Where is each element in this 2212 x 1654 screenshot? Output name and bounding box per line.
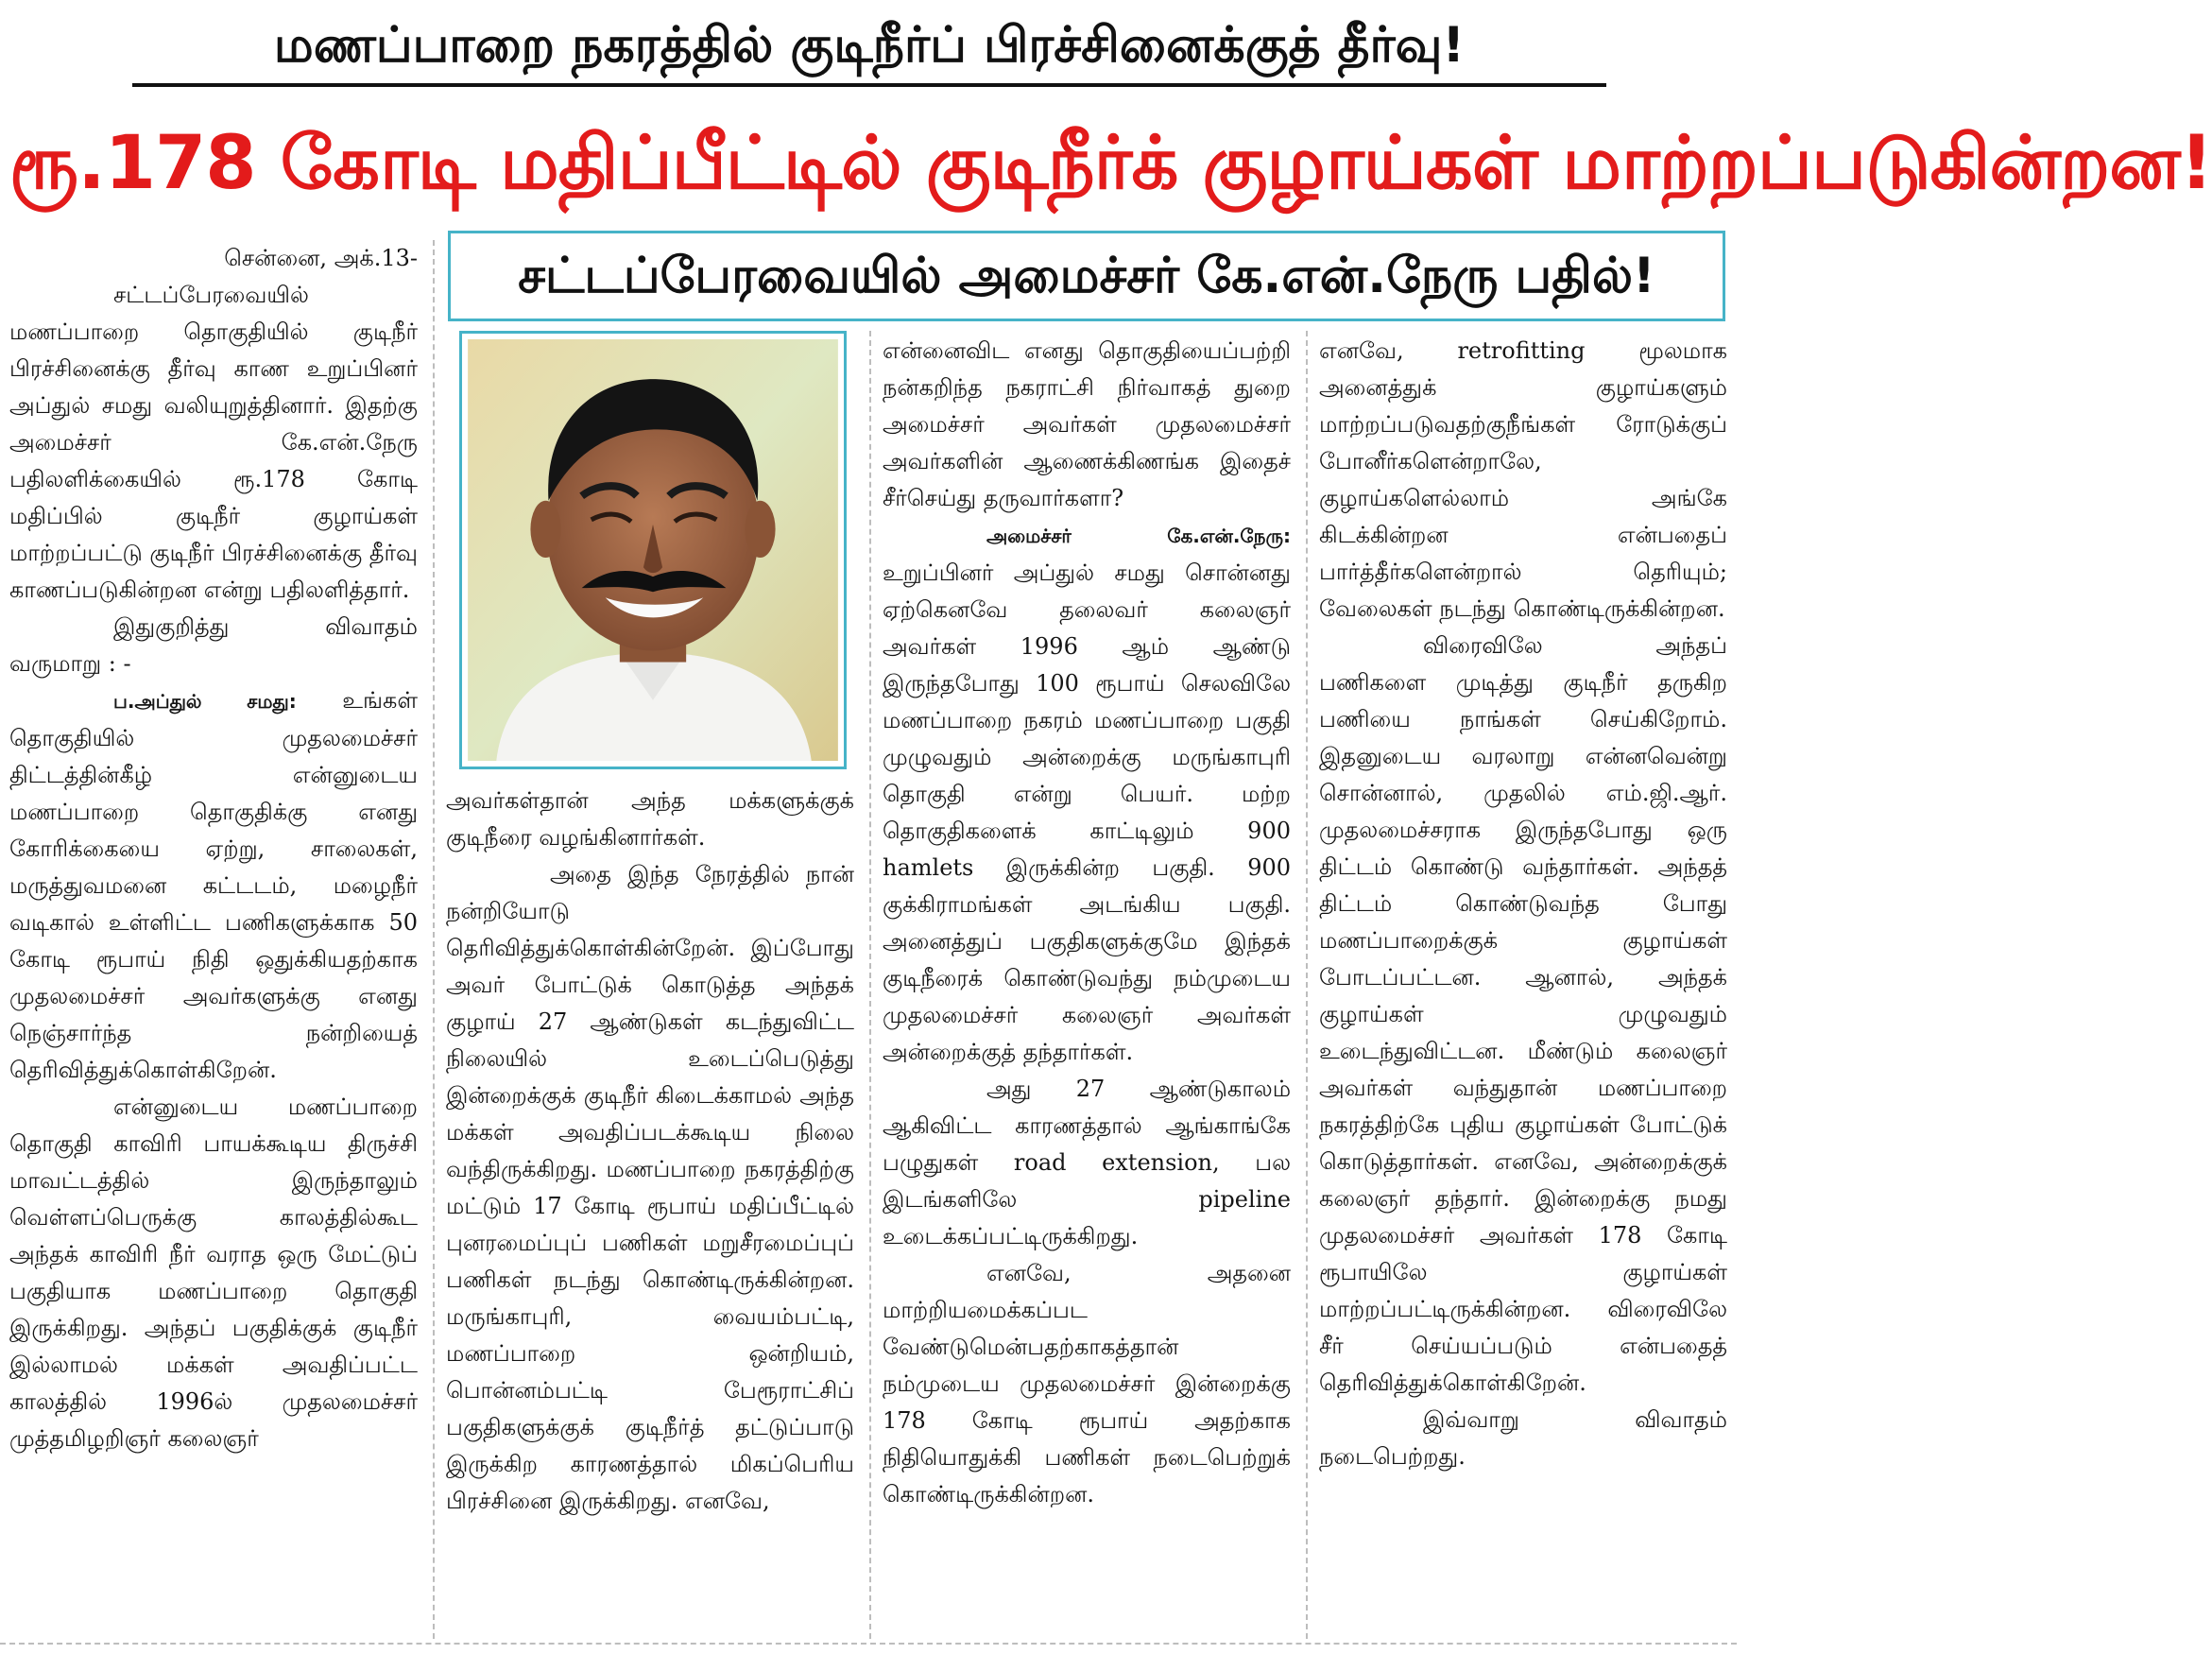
paragraph: என்னைவிட எனது தொகுதியைப்பற்றி நன்கறிந்த நகராட்சி நிர்வாகத் துறை அமைச்சர் அவர்கள் முதலமைச்சர் அவர்களின் ஆணைக்கிணங்க இதைச் சீர்செய்து தருவார்களா?: [883, 337, 1291, 511]
paragraph: விரைவிலே அந்தப் பணிகளை முடித்து குடிநீர் தருகிற பணியை நாங்கள் செய்கிறோம். இதனுடைய வரலாறு என்னவென்று சொன்னால், முதலில் எம்.ஜி.ஆர். முதலமைச்சராக இருந்தபோது ஒரு திட்டம் கொண்டு வந்தார்கள். அந்தத் திட்டம் கொண்டுவந்த போது மணப்பாறைக்குக் குழாய்கள் போடப்பட்டன. ஆனால், அந்தக் குழாய்கள் முழுவதும் உடைந்துவிட்டன. மீண்டும் கலைஞர் அவர்கள் வந்துதான் மணப்பாறை நகரத்திற்கே புதிய குழாய்கள் போட்டுக் கொடுத்தார்கள். எனவே, அன்றைக்குக் கலைஞர் தந்தார். இன்றைக்கு நமது முதலமைச்சர் அவர்கள் 178 கோடி ரூபாயிலே குழாய்கள் மாற்றப்பட்டிருக்கின்றன. விரைவிலே சீர் செய்யப்படும் என்பதைத் தெரிவித்துக்கொள்கிறேன்.: [1319, 632, 1727, 1396]
paragraph: அவர்கள்தான் அந்த மக்களுக்குக் குடிநீரை வழங்கினார்கள்.: [446, 787, 854, 851]
subheadline-box: [448, 231, 1725, 321]
speech-text: உங்கள் தொகுதியில் முதலமைச்சர் திட்டத்தின்கீழ் என்னுடைய மணப்பாறை தொகுதிக்கு எனது கோரிக்கையை ஏற்று, சாலைகள், மருத்துவமனை கட்டடம், மழைநீர் வடிகால் உள்ளிட்ட பணிகளுக்காக 50 கோடி ரூபாய் நிதி ஒதுக்கியதற்காக முதலமைச்சர் அவர்களுக்கு எனது நெஞ்சார்ந்த நன்றியைத் தெரிவித்துக்கொள்கிறேன்.: [9, 687, 418, 1083]
speech-text: உறுப்பினர் அப்துல் சமது சொன்னது ஏற்கெனவே தலைவர் கலைஞர் அவர்கள் 1996 ஆம் ஆண்டு இருந்தபோது 100 ரூபாய் செலவிலே மணப்பாறை நகரம் மணப்பாறை பகுதி முழுவதும் அன்றைக்கு மருங்காபுரி தொகுதி என்று பெயர். மற்ற தொகுதிகளைக் காட்டிலும் 900 hamlets இருக்கின்ற பகுதி. 900 குக்கிராமங்கள் அடங்கிய பகுதி. அனைத்துப் பகுதிகளுக்குமே இந்தக் குடிநீரைக் கொண்டுவந்து நம்முடைய முதலமைச்சர் கலைஞர் அவர்கள் அன்றைக்குத் தந்தார்கள்.: [883, 560, 1291, 1065]
paragraph: அது 27 ஆண்டுகாலம் ஆகிவிட்ட காரணத்தால் ஆங்காங்கே பழுதுகள் road extension, பல இடங்களிலே pipeline உடைக்கப்பட்டிருக்கிறது.: [883, 1076, 1291, 1249]
paragraph: [9, 682, 418, 1089]
dateline: சென்னை, அக்.13-: [224, 245, 418, 271]
kicker-underline: [132, 83, 1606, 87]
column-divider: [869, 331, 871, 1639]
speaker-name: ப.அப்துல் சமது:: [113, 690, 297, 713]
portrait-photo-icon: [468, 339, 838, 761]
paragraph: இதுகுறித்து விவாதம் வருமாறு : -: [9, 613, 418, 677]
paragraph: அதை இந்த நேரத்தில் நான் நன்றியோடு தெரிவித்துக்கொள்கின்றேன். இப்போது அவர் போட்டுக் கொடுத்த அந்தக் குழாய் 27 ஆண்டுகள் கடந்துவிட்ட நிலையில் உடைப்பெடுத்து இன்றைக்குக் குடிநீர் கிடைக்காமல் அந்த மக்கள் அவதிப்படக்கூடிய நிலை வந்திருக்கிறது. மணப்பாறை நகரத்திற்கு மட்டும் 17 கோடி ரூபாய் மதிப்பீட்டில் புனரமைப்புப் பணிகள் மறுசீரமைப்புப் பணிகள் நடந்து கொண்டிருக்கின்றன. மருங்காபுரி, வையம்பட்டி, மணப்பாறை ஒன்றியம், பொன்னம்பட்டி பேரூராட்சிப் பகுதிகளுக்குக் குடிநீர்த் தட்டுப்பாடு இருக்கிற காரணத்தால் மிகப்பெரிய பிரச்சினை இருக்கிறது. எனவே,: [446, 861, 854, 1514]
bottom-rule: [0, 1643, 1737, 1645]
paragraph: சட்டப்பேரவையில் மணப்பாறை தொகுதியில் குடிநீர் பிரச்சினைக்கு தீர்வு காண உறுப்பினர் அப்துல் சமது வலியுறுத்தினார். இதற்கு அமைச்சர் கே.என்.நேரு பதிலளிக்கையில் ரூ.178 கோடி மதிப்பில் குடிநீர் குழாய்கள் மாற்றப்பட்டு குடிநீர் பிரச்சினைக்கு தீர்வு காணப்படுகின்றன என்று பதிலளித்தார்.: [9, 282, 418, 603]
article-column-1: [9, 240, 418, 1643]
paragraph: [883, 517, 1291, 1071]
main-headline: ரூ.178 கோடி மதிப்பீட்டில் குடிநீர்க் குழாய்கள் மாற்றப்படுகின்றன!: [9, 121, 2212, 206]
article-column-4: [1319, 333, 1727, 1643]
column-divider: [433, 240, 435, 1639]
paragraph: எனவே, அதனை மாற்றியமைக்கப்பட வேண்டுமென்பதற்காகத்தான் நம்முடைய முதலமைச்சர் இன்றைக்கு 178 கோடி ரூபாய் அதற்காக நிதியொதுக்கி பணிகள் நடைபெற்றுக் கொண்டிருக்கின்றன.: [883, 1260, 1291, 1508]
article-column-3: [883, 333, 1291, 1643]
kicker-headline: மணப்பாறை நகரத்தில் குடிநீர்ப் பிரச்சினைக்குத் தீர்வு!: [273, 17, 1466, 74]
article-column-2: [446, 783, 854, 1643]
subheadline: சட்டப்பேரவையில் அமைச்சர் கே.என்.நேரு பதில்!: [518, 248, 1655, 304]
paragraph: இவ்வாறு விவாதம் நடைபெற்றது.: [1319, 1406, 1727, 1470]
portrait-photo: [459, 331, 847, 769]
speaker-name: அமைச்சர் கே.என்.நேரு:: [986, 525, 1291, 547]
paragraph: எனவே, retrofitting மூலமாக அனைத்துக் குழாய்களும் மாற்றப்படுவதற்குநீங்கள் ரோடுக்குப் போனீர்களென்றாலே, குழாய்களெல்லாம் அங்கே கிடக்கின்றன என்பதைப் பார்த்தீர்களென்றால் தெரியும்; வேலைகள் நடந்து கொண்டிருக்கின்றன.: [1319, 337, 1727, 622]
paragraph: என்னுடைய மணப்பாறை தொகுதி காவிரி பாயக்கூடிய திருச்சி மாவட்டத்தில் இருந்தாலும் வெள்ளப்பெருக்கு காலத்தில்கூட அந்தக் காவிரி நீர் வராத ஒரு மேட்டுப் பகுதியாக மணப்பாறை தொகுதி இருக்கிறது. அந்தப் பகுதிக்குக் குடிநீர் இல்லாமல் மக்கள் அவதிப்பட்ட காலத்தில் 1996ல் முதலமைச்சர் முத்தமிழறிஞர் கலைஞர்: [9, 1094, 418, 1452]
column-divider: [1306, 331, 1308, 1639]
